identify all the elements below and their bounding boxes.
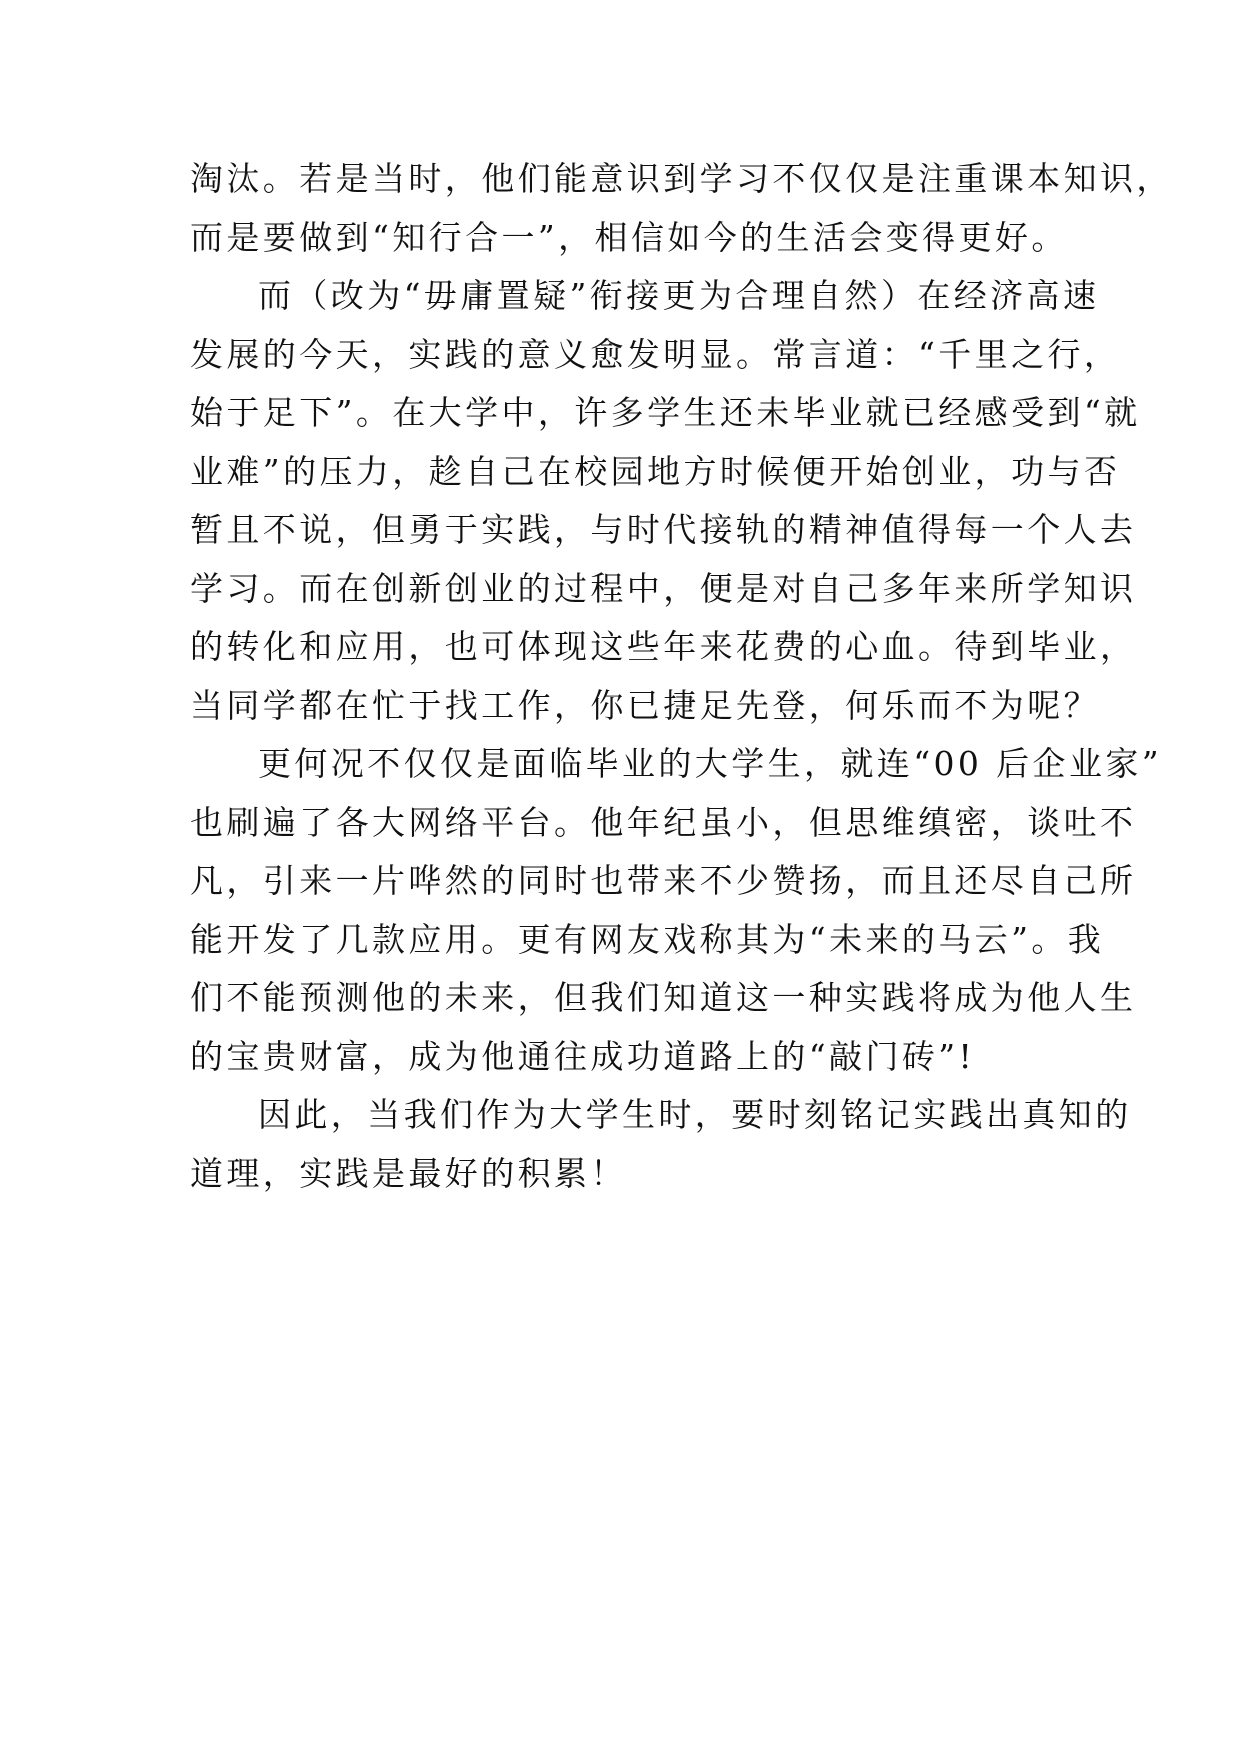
text-line: 当同学都在忙于找工作，你已捷足先登，何乐而不为呢？ (190, 685, 1100, 725)
text-line: 的转化和应用，也可体现这些年来花费的心血。待到毕业， (190, 627, 1137, 666)
text-line: 学习。而在创新创业的过程中，便是对自己多年来所学知识 (190, 568, 1137, 608)
text-line: 也刷遍了各大网络平台。他年纪虽小，但思维缜密，谈吐不 (190, 802, 1137, 842)
paragraph-start-line: 更何况不仅仅是面临毕业的大学生，就连“00 后企业家” (258, 744, 1163, 783)
paragraph-start-line: 而（改为“毋庸置疑”衔接更为合理自然）在经济高速 (258, 276, 1100, 315)
text-line: 的宝贵财富，成为他通往成功道路上的“敲门砖”! (190, 1036, 976, 1076)
text-line: 凡，引来一片哗然的同时也带来不少赞扬，而且还尽自己所 (190, 861, 1137, 900)
text-line: 而是要做到“知行合一”，相信如今的生活会变得更好。 (190, 217, 1068, 257)
text-line: 道理，实践是最好的积累！ (190, 1153, 627, 1193)
text-line: 业难”的压力，趁自己在校园地方时候便开始创业，功与否 (190, 451, 1121, 491)
text-line: 始于足下”。在大学中，许多学生还未毕业就已经感受到“就 (190, 393, 1141, 432)
text-line: 能开发了几款应用。更有网友戏称其为“未来的马云”。我 (190, 919, 1105, 959)
text-line: 发展的今天，实践的意义愈发明显。常言道：“千里之行， (190, 334, 1121, 374)
text-line: 们不能预测他的未来，但我们知道这一种实践将成为他人生 (190, 978, 1137, 1017)
text-line: 暂且不说，但勇于实践，与时代接轨的精神值得每一个人去 (190, 510, 1137, 549)
paragraph-start-line: 因此，当我们作为大学生时，要时刻铭记实践出真知的 (258, 1095, 1132, 1134)
text-line: 淘汰。若是当时，他们能意识到学习不仅仅是注重课本知识， (190, 159, 1173, 198)
body-text (190, 150, 1173, 1203)
